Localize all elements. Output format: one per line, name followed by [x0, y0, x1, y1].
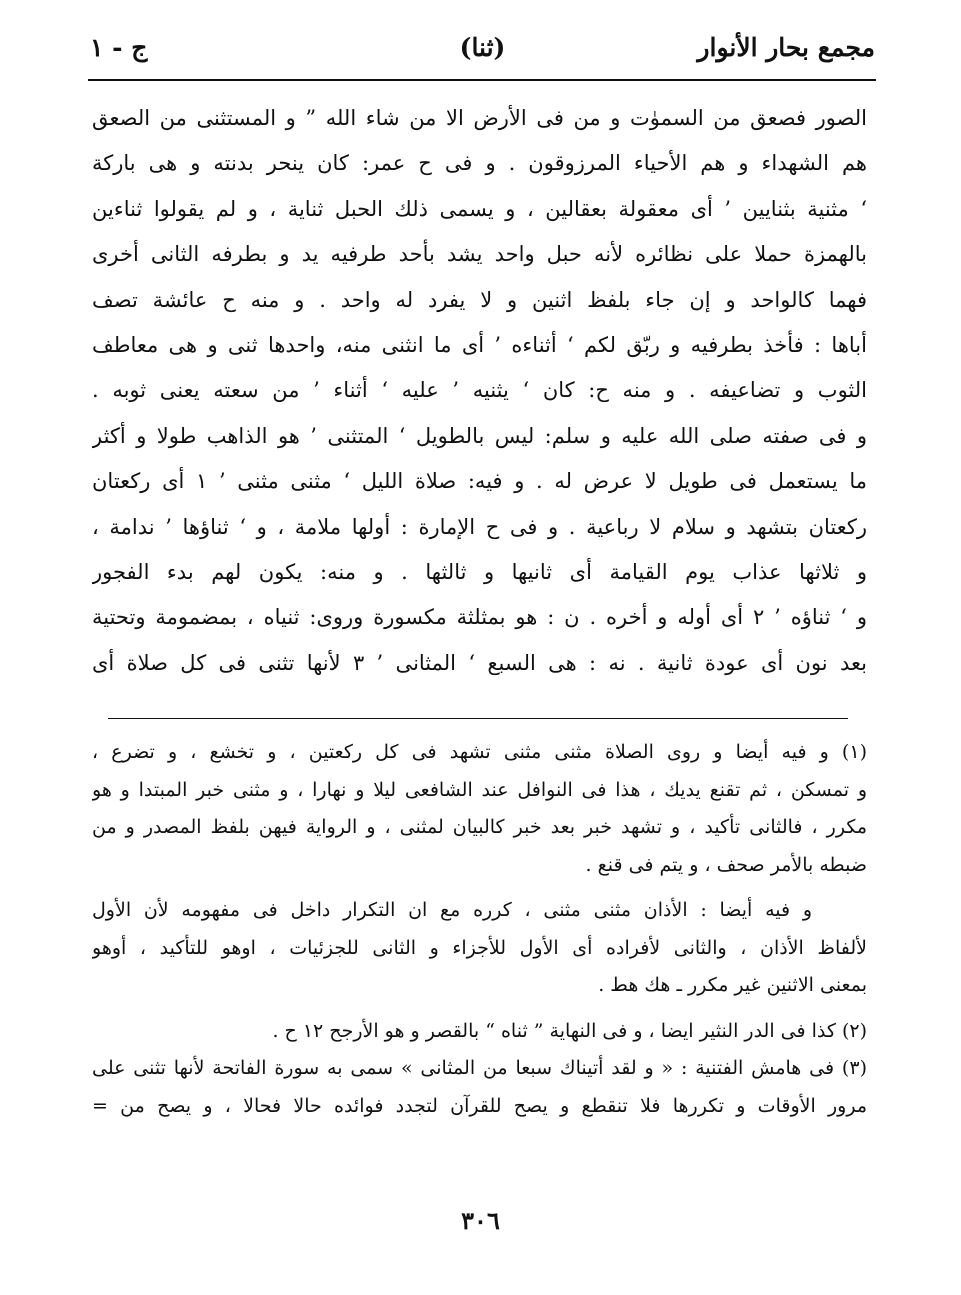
footnote-rule	[108, 718, 848, 719]
main-line: بعد نون أى عودة ثانية . نه : هى السبع ‘ المثانى ’ ٣ لأنها تثنى فى كل صلاة أى	[92, 650, 867, 675]
footnotes	[92, 734, 867, 1125]
main-line: الثوب و تضاعيفه . و منه ح: كان ‘ يثنيه ’ عليه ‘ أثناء ’ من سعته يعنى ثوبه .	[92, 378, 867, 403]
entry-word: (ثنا)	[459, 33, 506, 62]
main-line: الصور فصعق من السموٰت و من فى الأرض الا من شاء الله ” و المستثنى من الصعق	[92, 106, 867, 130]
header-rule	[88, 79, 876, 81]
footnote-1-line: و تمسكن ، ثم تقنع يديك ، هذا فى النوافل عند الشافعى ليلا و نهارا ، و مثنى خبر المبتدا و هو	[92, 778, 867, 801]
volume-label: ج - ١	[90, 33, 148, 62]
main-line: فهما كالواحد و إن جاء بلفظ اثنين و لا يفرد له واحد . و منه ح عائشة تصف	[92, 287, 867, 312]
footnote-3-line: (٣) فى هامش الفتنية : « و لقد أتيناك سبعا من المثانى » سمى به سورة الفاتحة لأنها تثنى على	[92, 1057, 867, 1079]
main-line: ركعتان بتشهد و سلام لا رباعية . و فى ح الإمارة : أولها ملامة ، و ‘ ثناؤها ’ ندامة ،	[92, 514, 867, 539]
main-line: ‘ مثنية بثنايين ’ أى معقولة بعقالين ، و يسمى ذلك الحبل ثناية ، و لم يقولوا ثناءين	[92, 196, 867, 221]
footnote-1b-line: بمعنى الاثنين غير مكرر ـ هك هط .	[598, 974, 867, 996]
footnote-1-line: (١) و فيه أيضا و روى الصلاة مثنى مثنى تشهد فى كل ركعتين ، و تخشع ، و تضرع ،	[92, 741, 867, 763]
footnote-3-line: مرور الأوقات و تكررها فلا تنقطع و يصح للقرآن لتجدد فوائده حالا فحالا ، و يصح من =	[92, 1094, 867, 1117]
main-line: و فى صفته صلى الله عليه و سلم: ليس بالطويل ‘ المتثنى ’ هو الذاهب طولا و أكثر	[92, 423, 867, 448]
main-line: و ‘ ثناؤه ’ ٢ أى أوله و أخره . ن : هو بمثلثة مكسورة وروى: ثنياه ، بمضمومة وتحتية	[92, 605, 867, 630]
book-title: مجمع بحار الأنوار	[697, 33, 875, 62]
page-number: ٣٠٦	[461, 1206, 500, 1235]
main-line: أباها : فأخذ بطرفيه و ربّق لكم ‘ أثناءه ’ أى ما انثنى منه، واحدها ثنى و هى معاطف	[92, 332, 867, 357]
footnote-1b-line: و فيه أيضا : الأذان مثنى مثنى ، كرره مع ان التكرار داخل فى مفهومه لأن الأول	[92, 899, 812, 921]
footnote-1b-line: لألفاظ الأذان ، والثانى لأفراده أى الأول للأجزاء و الثانى للجزئيات ، اوهو للتأكيد ، أوهو	[92, 936, 867, 959]
main-line: هم الشهداء و هم الأحياء المرزوقون . و فى ح عمر: كان ينحر بدنته و هى باركة	[92, 151, 867, 176]
main-line: بالهمزة حملا على نظائره لأنه حبل واحد يشد بأحد طرفيه يد و بطرفه الثانى أخرى	[92, 242, 867, 267]
main-line: و ثلاثها عذاب يوم القيامة أى ثانيها و ثالثها . و منه: يكون لهم بدء الفجور	[92, 559, 867, 584]
footnote-gap	[92, 1005, 867, 1013]
footnote-2: (٢) كذا فى الدر النثير ايضا ، و فى النهاية ” ثناه “ بالقصر و هو الأرجح ١٢ ح .	[272, 1019, 867, 1042]
footnote-gap	[92, 884, 867, 892]
main-text	[92, 96, 867, 686]
footnote-1-line: ضبطه بالأمر صحف ، و يتم فى قنع .	[585, 853, 867, 876]
page-header	[90, 28, 875, 68]
main-line: ما يستعمل فى طويل لا عرض له . و فيه: صلاة الليل ‘ مثنى مثنى ’ ١ أى ركعتان	[92, 469, 867, 494]
footnote-1-line: مكرر ، فالثانى تأكيد ، و تشهد خبر بعد خبر كالبيان لمثنى ، و الرواية فيهن بلفظ المصدر و من	[92, 816, 867, 838]
